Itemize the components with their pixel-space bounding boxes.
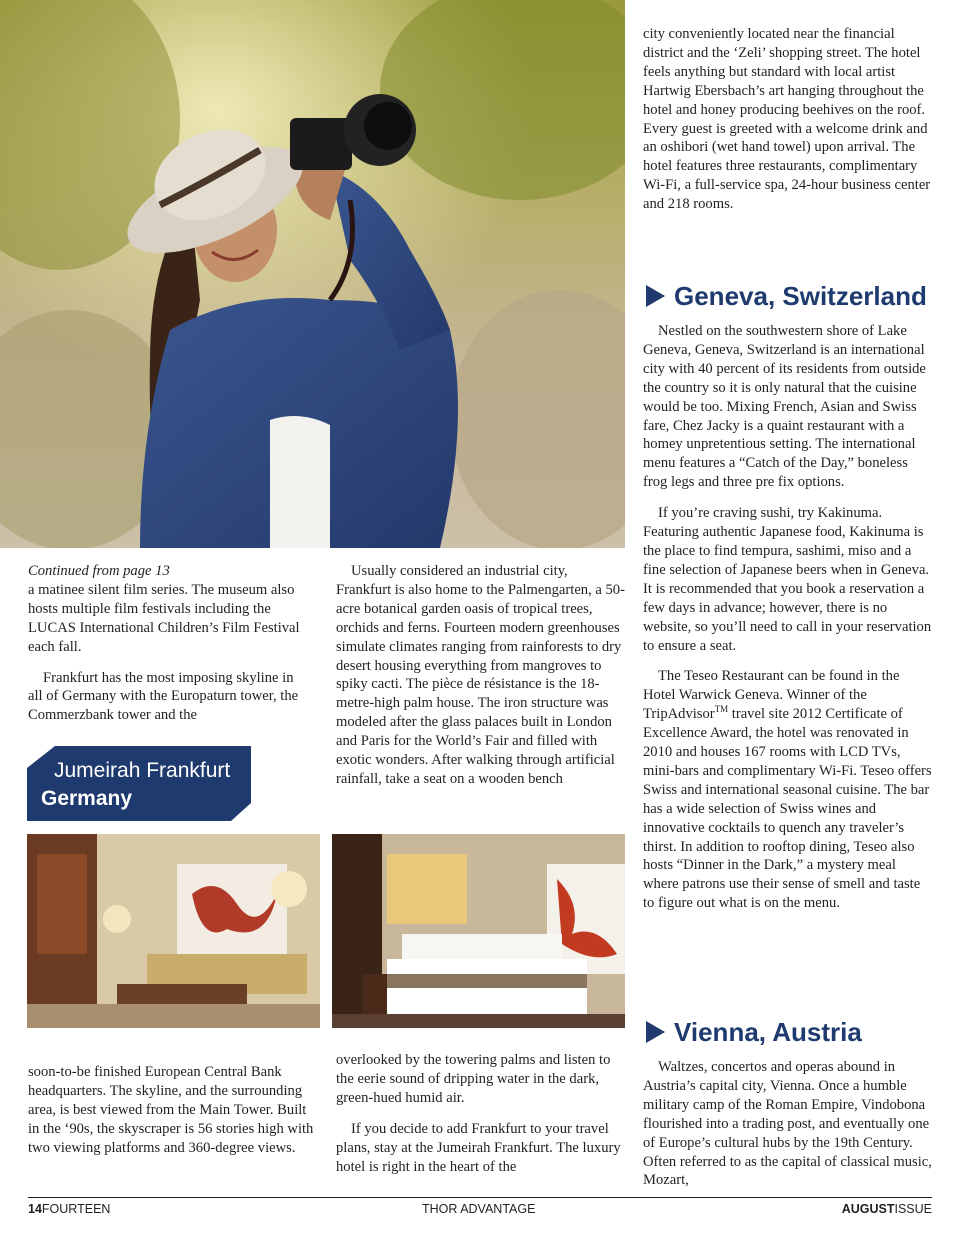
footer-publication: THOR ADVANTAGE [422,1202,536,1216]
geneva-heading [646,280,927,312]
badge-title: Jumeirah Frankfurt [54,759,231,782]
continued-note: Continued from page 13 [28,563,170,579]
paragraph: If you’re craving sushi, try Kakinuma. Featuring authentic Japanese food, Kakinuma is the place to find tempura, sashimi, miso and a fine selection of Japanese beers when in Geneva. It is recommended that you book a reservation a few days in advance; however, there is no website, so you’ll need to call in your reservation to ensure a seat. [643,505,932,654]
hotel-lounge-photo [27,834,320,1028]
page-number: 14 [28,1202,42,1216]
issue-month: AUGUST [841,1202,895,1216]
paragraph-part: travel site 2012 Certificate of Excellence Award, the hotel was renovated in 2010 and houses 167 rooms with LCD TVs, mini-bars and complimentary Wi-Fi. Teseo offers Swiss and international seasonal cuisine. The bar has a wide selection of Swiss wines and innovative cocktails to quench any traveler’s thirst. In addition to rooftop dining, Teseo also hosts “Dinner in the Dark,” a mystery meal where patrons use their sense of smell and taste to figure out what is on the menu. [643,706,932,912]
hero-photo [0,0,625,548]
footer-page-number [28,1201,110,1217]
vienna-heading-text: Vienna, Austria [674,1017,862,1047]
triangle-icon [646,1021,665,1043]
hotel-bedroom-photo [332,834,625,1028]
column-1-bottom [28,1063,320,1170]
trademark-symbol: TM [714,704,729,715]
paragraph: Nestled on the southwestern shore of Lake Geneva, Geneva, Switzerland is an international city with 40 percent of its residents from outside the country so it is only natural that the cuisine would be too. Mixing French, Asian and Swiss fare, Chez Jacky is a quaint restaurant with a homey unpretentious setting. The international menu features a “Catch of the Day,” boneless frog legs and three pre fix options. [643,323,926,491]
paragraph [643,667,935,913]
paragraph: a matinee silent film series. The museum also hosts multiple film festivals including the LUCAS International Children’s Film Festival each fall. [28,581,300,655]
page-word: FOURTEEN [41,1202,111,1216]
geneva-section [643,322,935,925]
column-2-bottom [336,1051,626,1188]
badge-subtitle: Germany [41,787,133,810]
column-2-top [336,562,626,801]
footer-issue [842,1201,932,1217]
paragraph: If you decide to add Frankfurt to your travel plans, stay at the Jumeirah Frankfurt. The luxury hotel is right in the heart of the [336,1120,621,1175]
vienna-heading [646,1016,862,1048]
footer-rule [28,1197,932,1198]
paragraph: Waltzes, concertos and operas abound in Austria’s capital city, Vienna. Once a humble military camp of the Roman Empire, Vindobona flourished into a trading post, and eventually one of Europe’s cultural hubs by the 19th Century. Often referred to as the capital of classical music, Mozart, [643,1059,932,1189]
issue-word: ISSUE [894,1202,932,1216]
paragraph-part: The Teseo Restaurant can be found in the Hotel Warwick Geneva. Winner of the TripAdvisor [643,668,900,723]
triangle-icon [646,285,665,307]
column-3-intro [643,25,935,226]
paragraph: soon-to-be finished European Central Bank headquarters. The skyline, and the surrounding area, is best viewed from the Main Tower. Built in the ‘90s, the skyscraper is 56 stories high with two viewing platforms and 360-degree views. [28,1064,314,1156]
paragraph: Frankfurt has the most imposing skyline in all of Germany with the Europaturn tower, the Commerzbank tower and the [28,669,299,724]
paragraph: Usually considered an industrial city, Frankfurt is also home to the Palmengarten, a 50-acre botanical garden oasis of tropical trees, orchids and ferns. Fourteen modern greenhouses simulate climates ranging from rainforests to dry desert housing everything from mangroves to spiky cacti. The pièce de résistance is the 18-metre-high palm house. The iron structure was modeled after the glass palaces built in London and Paris for the World’s Fair and filled with exotic wonders. After walking through artificial rainfall, take a seat on a wooden bench [336,563,625,787]
paragraph: city conveniently located near the financial district and the ‘Zeli’ shopping street. The hotel feels anything but standard with local artist Hartwig Ebersbach’s art hanging throughout the hotel and honey producing beehives on the roof. Every guest is greeted with a welcome drink and an oshibori (wet hand towel) upon arrival. The hotel features three restaurants, complimentary Wi-Fi, a full-service spa, 24-hour business center and 218 rooms. [643,26,931,213]
paragraph: overlooked by the towering palms and listen to the eerie sound of dripping water in the dark, green-hued humid air. [336,1052,611,1106]
vienna-section [643,1058,935,1202]
geneva-heading-text: Geneva, Switzerland [674,281,927,311]
column-1-top [28,562,310,737]
